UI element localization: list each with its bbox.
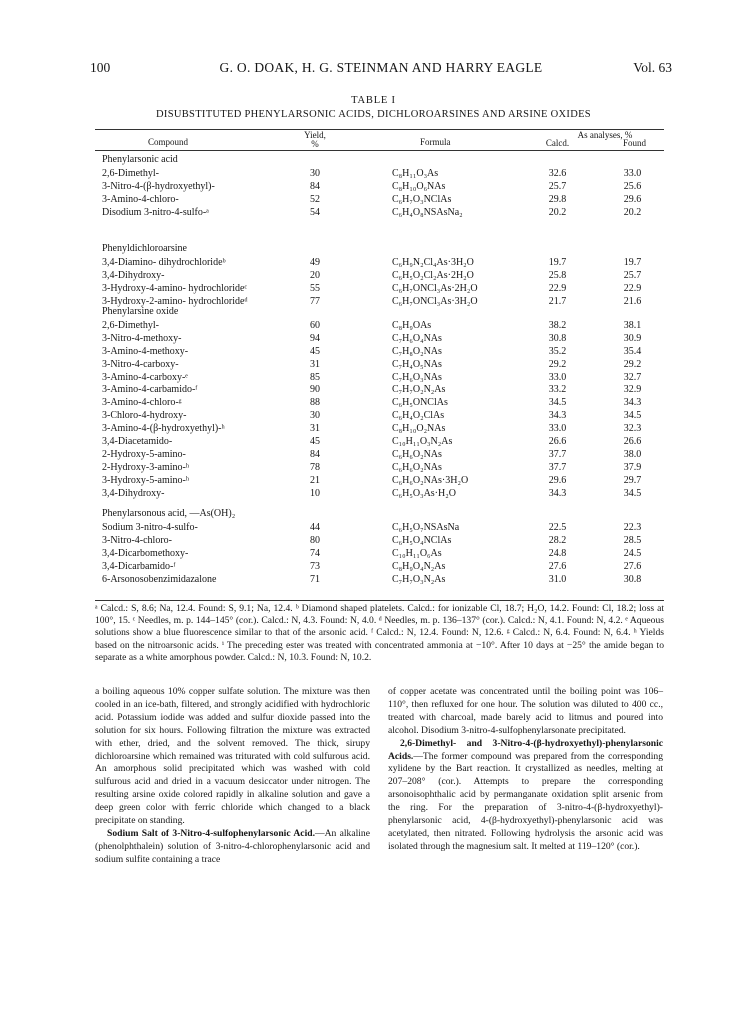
col-header-compound: Compound	[148, 137, 189, 147]
compound-cell: 3-Amino-4-chloro-ᵍ	[102, 397, 182, 409]
calcd-cell: 21.7	[548, 295, 567, 307]
formula-cell: C₆H₅ONClAs	[392, 397, 448, 409]
formula-cell: C₁₀H₁₁O₆As	[392, 547, 442, 559]
compound-cell: 3-Nitro-4-methoxy-	[102, 332, 182, 344]
compound-cell: 2-Hydroxy-3-amino-ʰ	[102, 461, 190, 473]
compound-cell: 3-Amino-4-chloro-	[102, 193, 179, 205]
yield-cell: 71	[310, 573, 320, 585]
body-column-right	[388, 686, 663, 854]
yield-cell: 60	[310, 319, 320, 331]
yield-cell: 31	[310, 358, 320, 370]
compound-cell: 3-Chloro-4-hydroxy-	[102, 410, 187, 422]
yield-cell: 90	[310, 384, 320, 396]
table-row	[95, 256, 664, 269]
table-row	[95, 448, 664, 461]
compound-cell: 3,4-Dihydroxy-	[102, 269, 165, 281]
yield-cell: 45	[310, 436, 320, 447]
calcd-cell: 22.9	[548, 282, 567, 294]
table-row	[95, 487, 664, 500]
calcd-cell: 34.3	[548, 487, 567, 499]
formula-cell: C₇H₆O₃NAs	[392, 371, 442, 383]
table-row	[95, 409, 664, 422]
formula-cell: C₈H₁₁O₃As	[392, 167, 439, 179]
calcd-cell: 37.7	[548, 461, 567, 473]
yield-cell: 74	[310, 547, 320, 559]
yield-cell: 77	[310, 295, 320, 307]
table-section-title: Phenylarsine oxide	[102, 306, 179, 317]
compound-cell: 3-Amino-4-methoxy-	[102, 345, 189, 357]
table-row	[95, 193, 664, 206]
table-row	[95, 547, 664, 560]
yield-cell: 84	[310, 448, 320, 460]
yield-cell: 88	[310, 397, 320, 409]
yield-cell: 55	[310, 282, 320, 294]
table-row	[95, 167, 664, 180]
table-row	[95, 319, 664, 332]
calcd-cell: 24.8	[548, 547, 567, 559]
calcd-cell: 27.6	[548, 560, 567, 572]
formula-cell: C₇H₇O₃N₂As	[392, 573, 446, 585]
table-row	[95, 560, 664, 573]
found-cell: 32.3	[623, 423, 642, 435]
calcd-cell: 34.5	[548, 397, 567, 409]
formula-cell: C₆H₅O₄NClAs	[392, 534, 452, 546]
formula-cell: C₈H₁₀O₆NAs	[392, 180, 446, 192]
table-header-rule	[95, 150, 664, 151]
compound-cell: 3,4-Diacetamido-	[102, 436, 173, 447]
calcd-cell: 29.8	[548, 193, 567, 205]
formula-cell: C₆H₉N₂Cl₄As·3H₂O	[392, 256, 474, 268]
calcd-cell: 37.7	[548, 448, 567, 460]
found-cell: 25.7	[623, 269, 642, 281]
compound-cell: Disodium 3-nitro-4-sulfo-ᵃ	[102, 206, 209, 218]
paragraph-text: —The former compound was prepared from the corresponding xylidene by the Bart reaction. It crystallized as needles, melting at 207–208° (cor.). Attempts to prepare the corresponding arsonoisophthalic acid by permanganate oxidation split arsenic from the ring. For the preparation of 3-nitro-4-(β-hydroxyethyl)-phenylarsonic acid, 4-(β-hydroxyethyl)-phenylarsonic acid was acetylated, then nitrated. Following hydrolysis the arsonic acid was isolated through the magnesium salt. It melted at 119–120° (cor.).	[388, 750, 663, 852]
formula-cell: C₈H₁₀O₂NAs	[392, 423, 446, 435]
table-bottom-rule	[95, 600, 664, 601]
found-cell: 21.6	[623, 295, 642, 307]
col-header-found: Found	[622, 138, 646, 148]
calcd-cell: 28.2	[548, 534, 567, 546]
table-title: DISUBSTITUTED PHENYLARSONIC ACIDS, DICHLOROARSINES AND ARSINE OXIDES	[156, 109, 591, 120]
compound-cell: 3-Amino-4-carboxy-ᵉ	[102, 371, 188, 383]
table-section-title: Phenylarsonic acid	[102, 154, 178, 165]
yield-cell: 44	[310, 521, 320, 533]
formula-cell: C₆H₄O₈NSAsNa₂	[392, 206, 463, 218]
compound-cell: 3-Amino-4-(β-hydroxyethyl)-ʰ	[102, 423, 225, 435]
found-cell: 30.9	[623, 332, 642, 344]
table-row	[95, 396, 664, 409]
yield-cell: 20	[310, 269, 320, 281]
volume-label: Vol. 63	[633, 60, 672, 75]
yield-cell: 85	[310, 371, 320, 383]
compound-cell: 3,4-Dicarbomethoxy-	[102, 547, 189, 559]
found-cell: 32.9	[623, 384, 642, 396]
calcd-cell: 32.6	[548, 167, 567, 179]
table-row	[95, 282, 664, 295]
compound-cell: 3-Nitro-4-chloro-	[102, 534, 172, 546]
formula-cell: C₆H₆O₂NAs	[392, 448, 442, 460]
compound-cell: Sodium 3-nitro-4-sulfo-	[102, 521, 198, 533]
col-header-calcd: Calcd.	[545, 138, 570, 148]
formula-cell: C₈H₉O₄N₂As	[392, 560, 446, 572]
formula-cell: C₆H₇ONCl₃As·2H₂O	[392, 282, 478, 294]
running-header	[90, 60, 672, 78]
found-cell: 33.0	[623, 167, 642, 179]
col-header-yield-line1: Yield,	[304, 130, 326, 140]
calcd-cell: 19.7	[548, 256, 567, 268]
yield-cell: 94	[310, 332, 320, 344]
calcd-cell: 22.5	[548, 521, 567, 533]
formula-cell: C₆H₅O₂Cl₂As·2H₂O	[392, 269, 474, 281]
found-cell: 25.6	[623, 180, 642, 192]
formula-cell: C₆H₇O₃NClAs	[392, 193, 452, 205]
table-row	[95, 180, 664, 193]
table-row	[95, 573, 664, 586]
formula-cell: C₆H₄O₂ClAs	[392, 410, 445, 422]
table-row	[95, 295, 664, 308]
compound-cell: 3,4-Dihydroxy-	[102, 487, 165, 499]
found-cell: 27.6	[623, 560, 642, 572]
calcd-cell: 38.2	[548, 319, 567, 331]
col-header-yield-line2: %	[311, 139, 319, 149]
formula-cell: C₆H₆O₂NAs	[392, 461, 442, 473]
compound-cell: 3-Hydroxy-2-amino- hydrochlorideᵈ	[102, 295, 248, 307]
table-row	[95, 422, 664, 435]
compound-cell: 3-Nitro-4-carboxy-	[102, 358, 179, 370]
yield-cell: 31	[310, 423, 320, 435]
yield-cell: 45	[310, 345, 320, 357]
page-number: 100	[90, 60, 111, 75]
col-header-formula: Formula	[420, 137, 451, 147]
paragraph: of copper acetate was concentrated until the boiling point was 106–110°, then refluxed for one hour. The solution was diluted to 400 cc., treated with charcoal, made barely acid to litmus and poured into alcohol. Disodium 3-nitro-4-sulfophenylarsonate precipitated.	[388, 686, 663, 736]
calcd-cell: 20.2	[548, 206, 567, 218]
compound-cell: 2-Hydroxy-5-amino-	[102, 448, 186, 460]
yield-cell: 10	[310, 487, 320, 499]
yield-cell: 80	[310, 534, 320, 546]
compound-cell: 3,4-Diamino- dihydrochlorideᵇ	[102, 256, 226, 268]
paragraph	[388, 738, 663, 854]
calcd-cell: 29.2	[548, 358, 567, 370]
formula-cell: C₇H₈O₂NAs	[392, 345, 442, 357]
found-cell: 38.0	[623, 448, 642, 460]
calcd-cell: 31.0	[548, 573, 567, 585]
found-cell: 34.5	[623, 487, 642, 499]
col-header-analyses: As analyses, %	[577, 130, 633, 140]
yield-cell: 49	[310, 256, 320, 268]
found-cell: 34.3	[623, 397, 642, 409]
yield-cell: 73	[310, 560, 320, 572]
yield-cell: 78	[310, 461, 320, 473]
running-authors: G. O. DOAK, H. G. STEINMAN AND HARRY EAGLE	[219, 60, 543, 75]
paragraph	[95, 828, 370, 867]
found-cell: 30.8	[623, 573, 642, 585]
table-row	[95, 461, 664, 474]
found-cell: 20.2	[623, 206, 642, 218]
table-row	[95, 345, 664, 358]
yield-cell: 30	[310, 167, 320, 179]
formula-cell: C₆H₅O₃As·H₂O	[392, 487, 456, 499]
paragraph: a boiling aqueous 10% copper sulfate solution. The mixture was then cooled in an ice-bath, filtered, and strongly acidified with hydrochloric acid. Potassium iodide was added and sulfur dioxide passed into the solution for six hours. Following filtration the mixture was extracted with ether, dried, and the solvent removed. The thick, sirupy dichloroarsine which remained was triturated with cold sulfurous acid. An amorphous solid precipitated which was washed with cold sulfurous acid and dried in a vacuum desiccator under nitrogen. The resulting arsine oxide colored rapidly in alkaline solution and gave a deep green color with ferric chloride which changed to a black precipitate on standing.	[95, 686, 370, 827]
formula-cell: C₆H₅O₇NSAsNa	[392, 521, 460, 533]
calcd-cell: 25.8	[548, 269, 567, 281]
compound-cell: 2,6-Dimethyl-	[102, 167, 159, 179]
compound-cell: 2,6-Dimethyl-	[102, 319, 159, 331]
calcd-cell: 35.2	[548, 345, 567, 357]
calcd-cell: 33.0	[548, 423, 567, 435]
table-row	[95, 269, 664, 282]
formula-cell: C₇H₄O₅NAs	[392, 358, 442, 370]
col-header-yield	[300, 131, 330, 149]
found-cell: 26.6	[623, 436, 642, 447]
section-heading: 2,6-Dimethyl- and 3-Nitro-4-(β-hydroxyethyl)-phenylarsonic Acids.	[388, 737, 663, 762]
found-cell: 29.6	[623, 193, 642, 205]
formula-cell: C₈H₉OAs	[392, 319, 432, 331]
paragraph-text: —An alkaline (phenolphthalein) solution of 3-nitro-4-chlorophenylarsonic acid and sodium sulfite containing a trace	[95, 827, 370, 865]
compound-cell: 3-Nitro-4-(β-hydroxyethyl)-	[102, 180, 215, 192]
yield-cell: 21	[310, 474, 320, 486]
found-cell: 28.5	[623, 534, 642, 546]
calcd-cell: 34.3	[548, 410, 567, 422]
formula-cell: C₇H₆O₄NAs	[392, 332, 442, 344]
table-section-title: Phenyldichloroarsine	[102, 243, 187, 254]
formula-cell: C₁₀H₁₁O₃N₂As	[392, 436, 453, 447]
compound-cell: 3-Amino-4-carbamido-ᶠ	[102, 384, 198, 396]
calcd-cell: 25.7	[548, 180, 567, 192]
found-cell: 29.7	[623, 474, 642, 486]
found-cell: 22.9	[623, 282, 642, 294]
yield-cell: 30	[310, 410, 320, 422]
table-row	[95, 206, 664, 219]
calcd-cell: 33.0	[548, 371, 567, 383]
table-row	[95, 383, 664, 396]
table-row	[95, 534, 664, 547]
yield-cell: 84	[310, 180, 320, 192]
yield-cell: 54	[310, 206, 320, 218]
table-section-title: Phenylarsonous acid, —As(OH)₂	[102, 508, 236, 519]
found-cell: 35.4	[623, 345, 642, 357]
table-footnotes: ᵃ Calcd.: S, 8.6; Na, 12.4. Found: S, 9.1; Na, 12.4. ᵇ Diamond shaped platelets. Calcd.: for ionizable Cl, 18.7; H₂O, 14.2. Found: Cl, 18.2; loss at 100°, 15. ᶜ Needles, m. p. 144–145° (cor.). Calcd.: N, 4.3. Found: N, 4.0. ᵈ Needles, m. p. 136–137° (cor.). Calcd.: N, 4.1. Found: N, 4.2. ᵉ Aqueous solutions show a blue fluorescence similar to that of the arsonic acid. ᶠ Calcd.: N, 12.4. Found: N, 12.6. ᵍ Calcd.: N, 6.4. Found: N, 6.4. ʰ Yields based on the nitroarsonic acids. ⁱ The preceding ester was treated with concentrated ammonia at −10°. After 10 days at −25° the amide began to separate as a white amorphous powder. Calcd.: N, 10.3. Found: N, 10.2.	[95, 603, 664, 663]
calcd-cell: 30.8	[548, 332, 567, 344]
found-cell: 29.2	[623, 358, 642, 370]
section-heading: Sodium Salt of 3-Nitro-4-sulfophenylarsonic Acid.	[107, 827, 315, 839]
calcd-cell: 33.2	[548, 384, 567, 396]
table-row	[95, 474, 664, 487]
found-cell: 38.1	[623, 319, 642, 331]
compound-cell: 3-Hydroxy-4-amino- hydrochlorideᶜ	[102, 282, 248, 294]
formula-cell: C₇H₇O₂N₂As	[392, 384, 446, 396]
calcd-cell: 26.6	[548, 436, 567, 447]
table-row	[95, 521, 664, 534]
table-row	[95, 358, 664, 371]
table-row	[95, 332, 664, 345]
found-cell: 19.7	[623, 256, 642, 268]
formula-cell: C₆H₇ONCl₃As·3H₂O	[392, 295, 478, 307]
formula-cell: C₆H₆O₂NAs·3H₂O	[392, 474, 469, 486]
table-label: TABLE I	[351, 95, 396, 106]
found-cell: 34.5	[623, 410, 642, 422]
yield-cell: 52	[310, 193, 320, 205]
found-cell: 22.3	[623, 521, 642, 533]
compound-cell: 6-Arsonosobenzimidazalone	[102, 573, 217, 585]
found-cell: 37.9	[623, 461, 642, 473]
found-cell: 24.5	[623, 547, 642, 559]
body-column-left	[95, 686, 370, 867]
calcd-cell: 29.6	[548, 474, 567, 486]
found-cell: 32.7	[623, 371, 642, 383]
table-row	[95, 371, 664, 384]
table-row	[95, 435, 664, 448]
compound-cell: 3,4-Dicarbamido-ᶠ	[102, 560, 176, 572]
compound-cell: 3-Hydroxy-5-amino-ʰ	[102, 474, 190, 486]
